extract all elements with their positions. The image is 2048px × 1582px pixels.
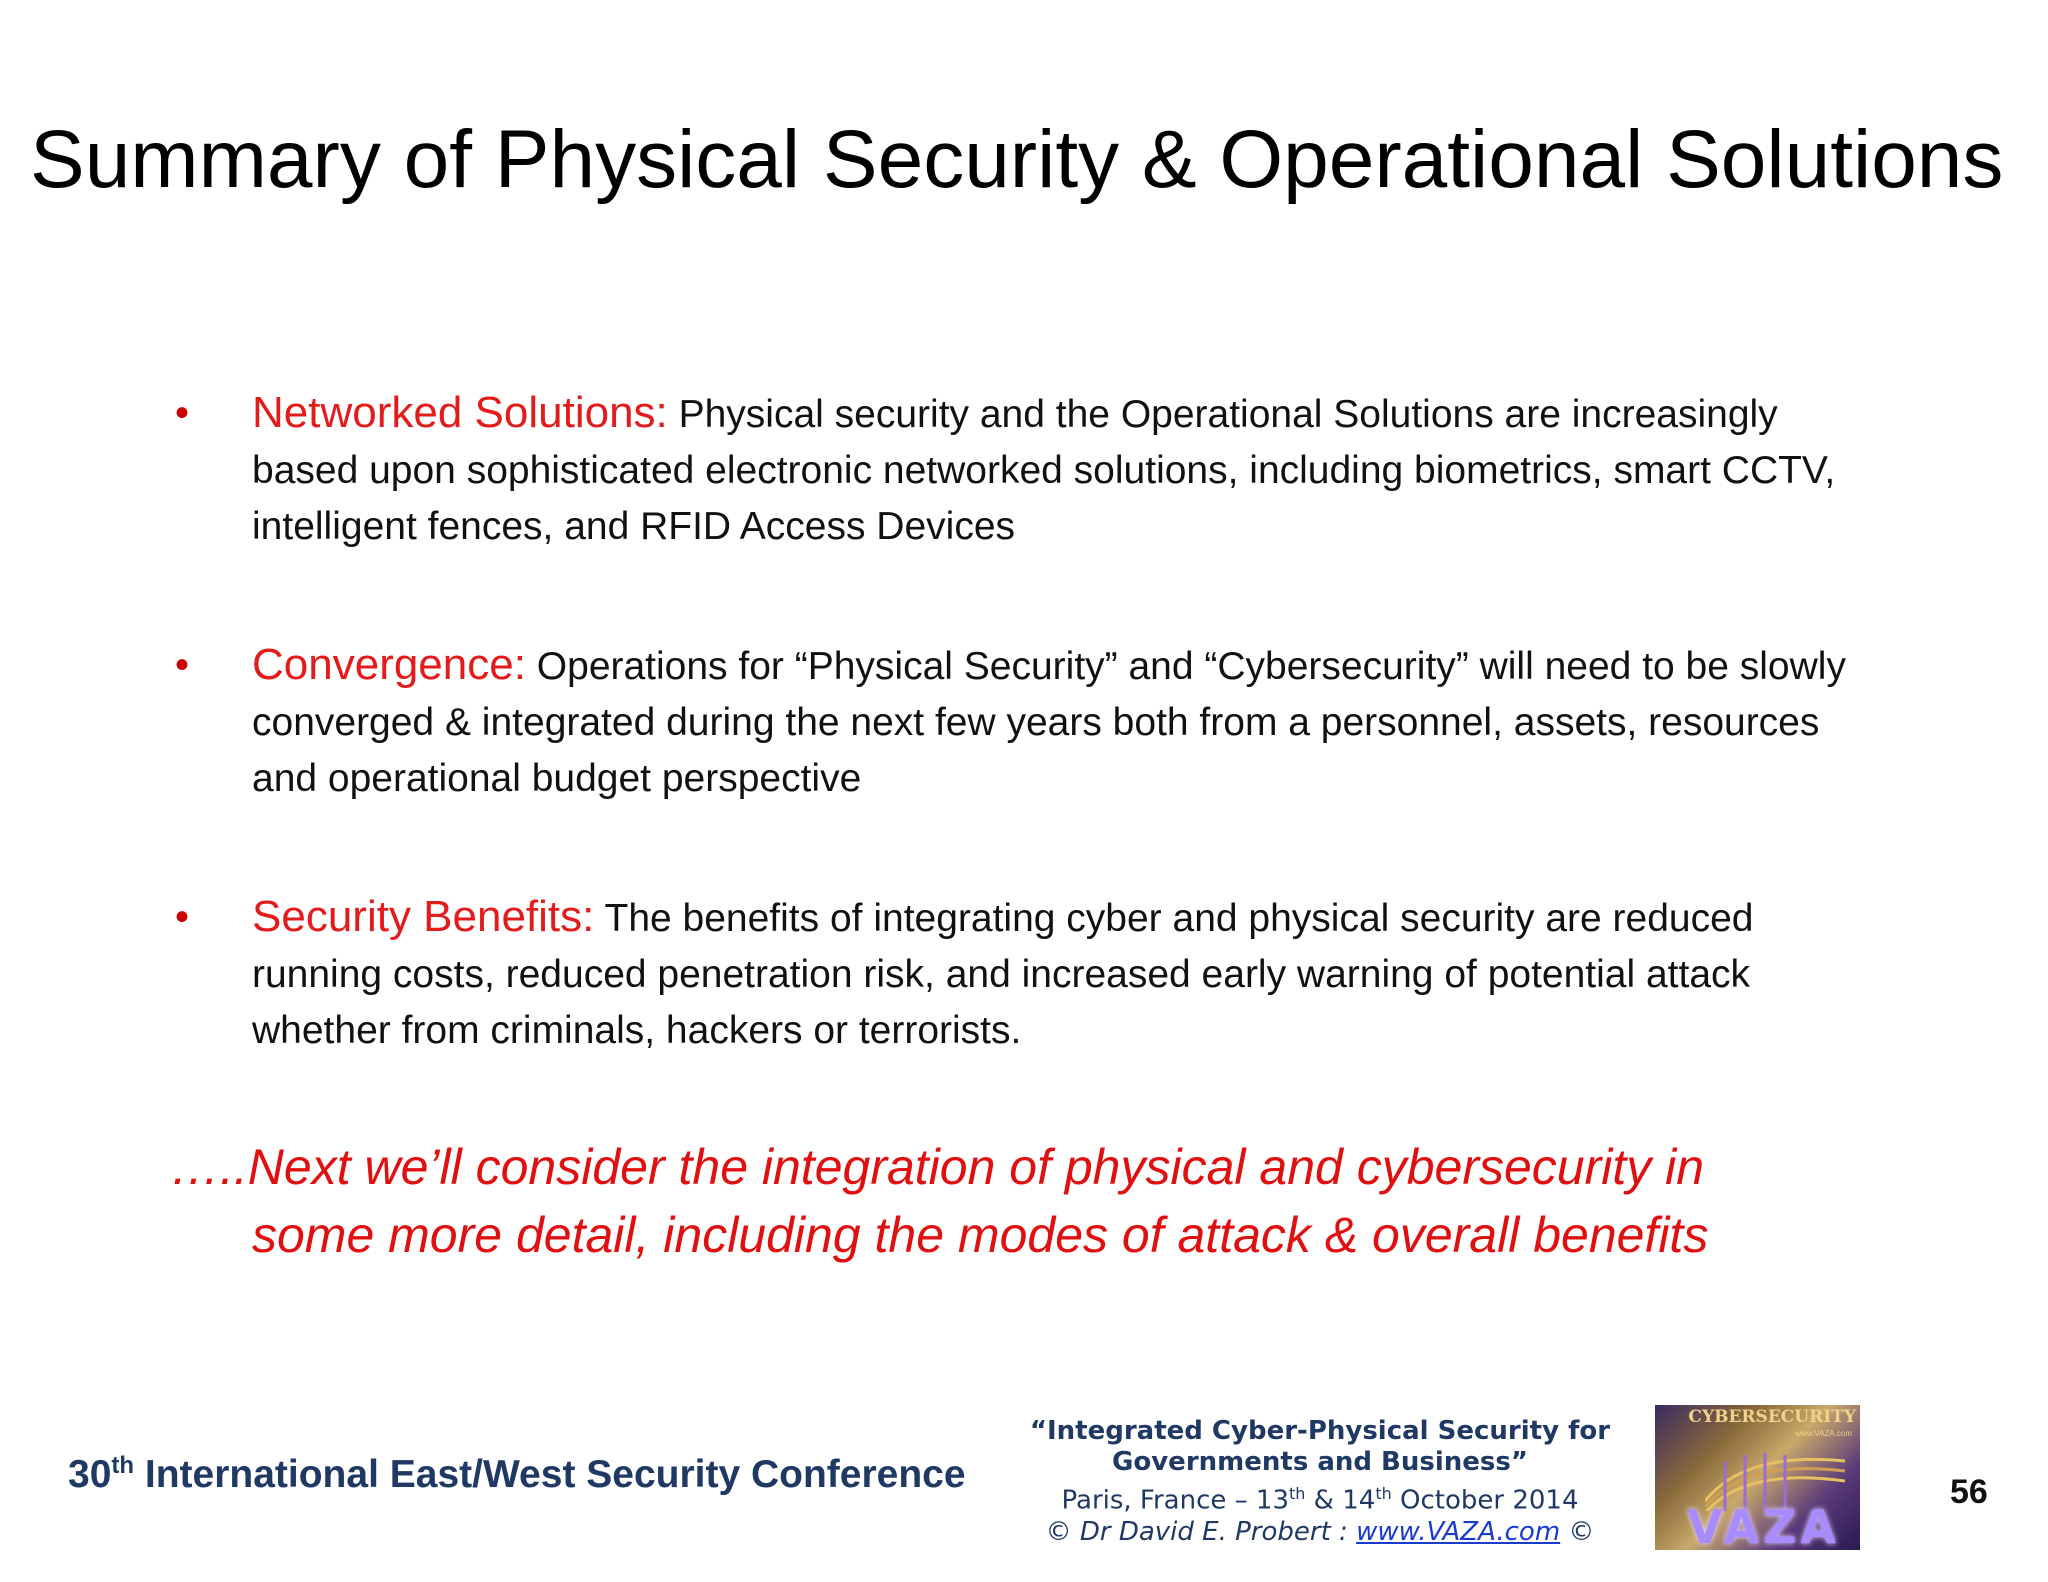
author-line: [1010, 1517, 1630, 1548]
talk-location: [1010, 1478, 1630, 1517]
page-number: 56: [1950, 1473, 1988, 1511]
logo-top-text: CYBERSECURITY: [1688, 1407, 1856, 1427]
slide-title: Summary of Physical Security & Operational Solutions: [30, 114, 2004, 205]
author-name: © Dr David E. Probert :: [1045, 1516, 1357, 1547]
location-sup: th: [1375, 1484, 1392, 1503]
bullet-heading: Networked Solutions:: [252, 388, 668, 437]
location-sup: th: [1289, 1484, 1306, 1503]
bullet-text: Physical security and the Operational Solutions are increasingly based upon sophisticated electronic networked solutions, including biometrics, smart CCTV, intelligent fences, and RFID Access Devices: [252, 393, 1836, 548]
copyright-mark: ©: [1560, 1516, 1595, 1547]
bullet-text: The benefits of integrating cyber and physical security are reduced running costs, reduced penetration risk, and increased early warning of potential attack whether from criminals, hackers or terrorists.: [252, 897, 1754, 1052]
bullet-item-networked: [170, 385, 1890, 555]
conference-name: [68, 1452, 966, 1497]
location-part: Paris, France – 13: [1061, 1485, 1289, 1516]
bullet-dot: •: [175, 643, 190, 687]
location-part: & 14: [1305, 1485, 1376, 1516]
bullet-dot: •: [175, 391, 190, 435]
bullet-heading: Convergence:: [252, 640, 526, 689]
talk-title-line-1: “Integrated Cyber-Physical Security for: [1029, 1416, 1611, 1446]
location-part: October 2014: [1391, 1485, 1579, 1516]
conference-number: 30: [68, 1453, 112, 1496]
bullet-dot: •: [175, 895, 190, 939]
conference-ordinal: th: [111, 1452, 135, 1479]
logo-sub-text: www.VAZA.com: [1795, 1429, 1852, 1438]
talk-title-line-2: Governments and Business”: [1112, 1447, 1528, 1477]
closing-line-1: …..Next we’ll consider the integration of physical and cybersecurity in: [170, 1139, 1705, 1195]
bullet-item-convergence: [170, 637, 1890, 807]
logo-bottom-text: VAZA: [1687, 1500, 1841, 1550]
website-link[interactable]: www.VAZA.com: [1356, 1516, 1561, 1547]
talk-info: [1010, 1416, 1630, 1548]
conference-title: International East/West Security Conference: [134, 1453, 966, 1496]
bullet-heading: Security Benefits:: [252, 892, 595, 941]
bullet-text: Operations for “Physical Security” and “Cybersecurity” will need to be slowly converged & integrated during the next few years both from a personnel, assets, resources and operational budget perspective: [252, 645, 1846, 800]
bullet-list: [170, 385, 1890, 1141]
closing-line-2: some more detail, including the modes of attack & overall benefits: [252, 1207, 1709, 1263]
closing-statement: [170, 1133, 1930, 1269]
vaza-logo: [1655, 1405, 1860, 1550]
bullet-item-benefits: [170, 889, 1890, 1059]
